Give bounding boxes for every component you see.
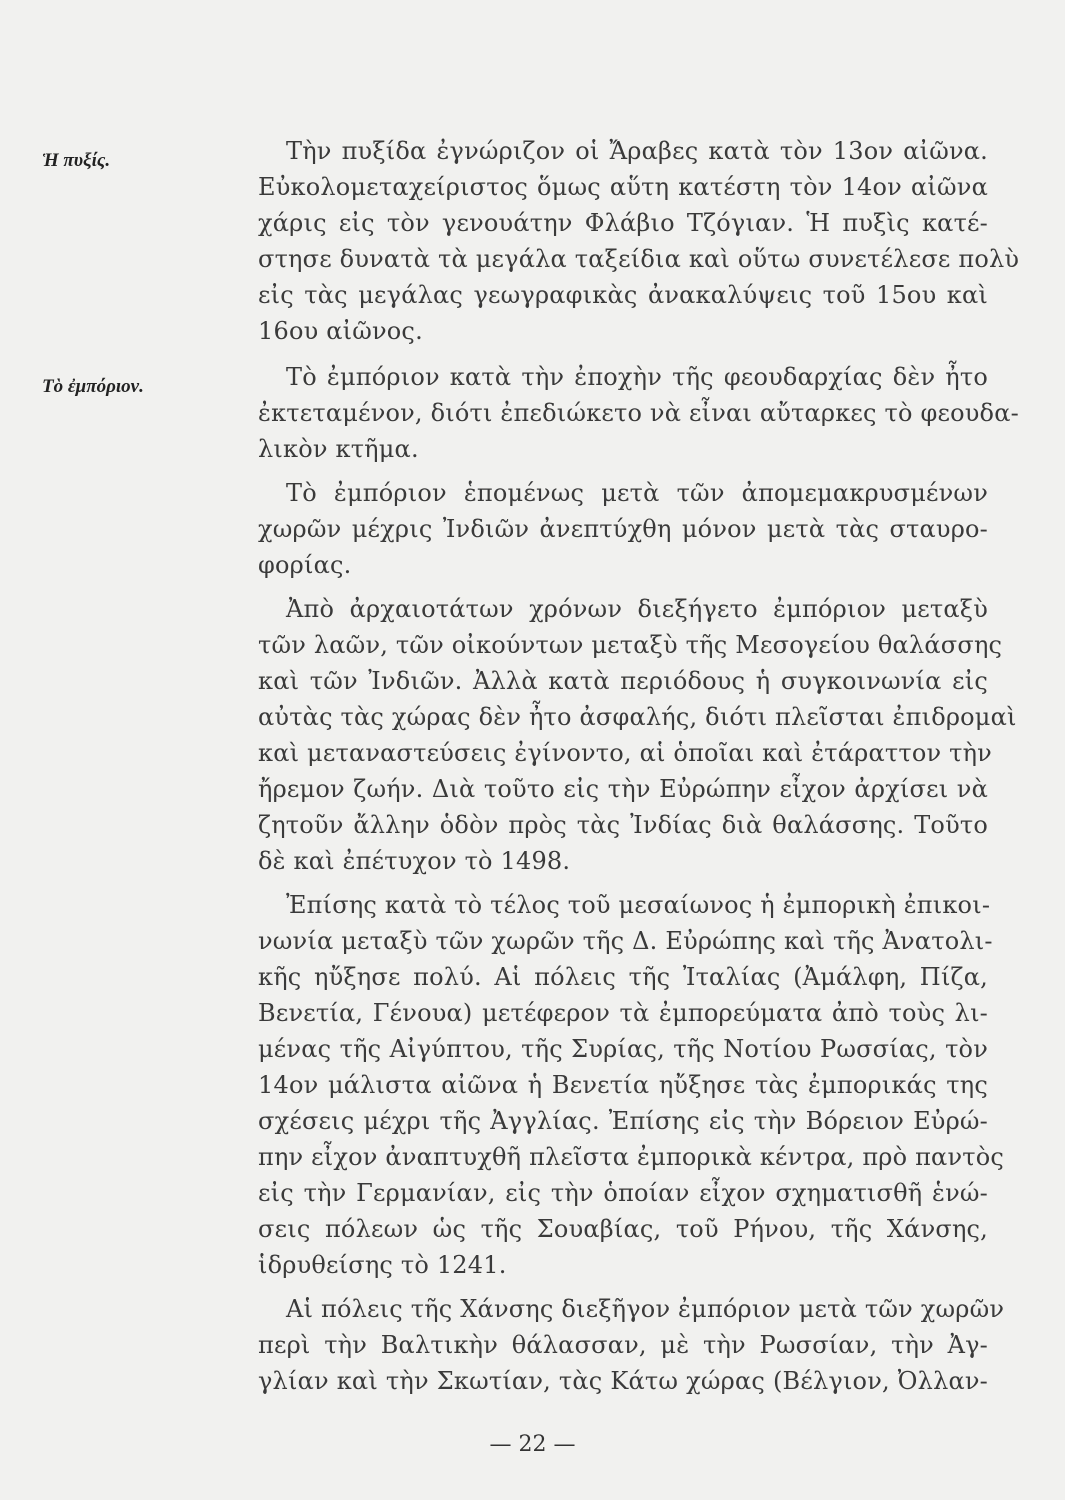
text-line: χωρῶν μέχρις Ἰνδιῶν ἀνεπτύχθη μόνον μετὰ τὰς σταυρο- <box>258 515 988 543</box>
text-line: Τὴν πυξίδα ἐγνώριζον οἱ Ἄραβες κατὰ τὸν 13ον αἰῶνα. <box>286 137 988 165</box>
text-line: Εὐκολομεταχείριστος ὅμως αὕτη κατέστη τὸν 14ον αἰῶνα <box>258 173 988 201</box>
text-line: γλίαν καὶ τὴν Σκωτίαν, τὰς Κάτω χώρας (Βέλγιον, Ὀλλαν- <box>258 1367 988 1395</box>
text-line: Τὸ ἐμπόριον κατὰ τὴν ἐποχὴν τῆς φεουδαρχίας δὲν ἦτο <box>286 363 988 391</box>
text-line: κῆς ηὔξησε πολύ. Αἱ πόλεις τῆς Ἰταλίας (Ἀμάλφη, Πίζα, <box>258 963 988 991</box>
text-line: 14ον μάλιστα αἰῶνα ἡ Βενετία ηὔξησε τὰς ἐμπορικάς της <box>258 1071 988 1099</box>
text-line: δὲ καὶ ἐπέτυχον τὸ 1498. <box>258 847 571 875</box>
text-line: νωνία μεταξὺ τῶν χωρῶν τῆς Δ. Εὐρώπης καὶ τῆς Ἀνατολι- <box>258 927 993 955</box>
margin-note-commerce: Τὸ ἐμπόριον. <box>42 376 144 397</box>
margin-note-compass: Ἡ πυξίς. <box>42 150 111 171</box>
text-line: χάρις εἰς τὸν γενουάτην Φλάβιο Τζόγιαν. Ἡ πυξὶς κατέ- <box>258 209 988 237</box>
text-line: Τὸ ἐμπόριον ἑπομένως μετὰ τῶν ἀπομεμακρυσμένων <box>286 479 988 507</box>
text-line: Αἱ πόλεις τῆς Χάνσης διεξῆγον ἐμπόριον μετὰ τῶν χωρῶν <box>286 1295 1005 1323</box>
text-line: αὐτὰς τὰς χώρας δὲν ἦτο ἀσφαλής, διότι πλεῖσται ἐπιδρομαὶ <box>258 703 1017 731</box>
text-line: καὶ μεταναστεύσεις ἐγίνοντο, αἱ ὁποῖαι καὶ ἐτάραττον τὴν <box>258 739 992 767</box>
text-line: σεις πόλεων ὡς τῆς Σουαβίας, τοῦ Ρήνου, τῆς Χάνσης, <box>258 1215 988 1243</box>
page-number: — 22 — <box>489 1432 576 1457</box>
text-line: στησε δυνατὰ τὰ μεγάλα ταξείδια καὶ οὕτω συνετέλεσε πολὺ <box>258 245 1020 273</box>
text-line: ἐκτεταμένον, διότι ἐπεδιώκετο νὰ εἶναι αὔταρκες τὸ φεουδα- <box>258 399 1019 427</box>
text-line: μένας τῆς Αἰγύπτου, τῆς Συρίας, τῆς Νοτίου Ρωσσίας, τὸν <box>258 1035 988 1063</box>
text-line: Ἐπίσης κατὰ τὸ τέλος τοῦ μεσαίωνος ἡ ἐμπορικὴ ἐπικοι- <box>286 891 991 919</box>
text-line: εἰς τὰς μεγάλας γεωγραφικὰς ἀνακαλύψεις τοῦ 15ου καὶ <box>258 281 988 309</box>
text-line: ἤρεμον ζωήν. Διὰ τοῦτο εἰς τὴν Εὐρώπην εἶχον ἀρχίσει νὰ <box>258 775 988 803</box>
text-line: τῶν λαῶν, τῶν οἰκούντων μεταξὺ τῆς Μεσογείου θαλάσσης <box>258 631 1003 659</box>
text-line: Βενετία, Γένουα) μετέφερον τὰ ἐμπορεύματα ἀπὸ τοὺς λι- <box>258 999 988 1027</box>
text-line: Ἀπὸ ἀρχαιοτάτων χρόνων διεξήγετο ἐμπόριον μεταξὺ <box>286 595 988 623</box>
text-line: ἱδρυθείσης τὸ 1241. <box>258 1251 507 1279</box>
text-line: πην εἶχον ἀναπτυχθῆ πλεῖστα ἐμπορικὰ κέντρα, πρὸ παντὸς <box>258 1143 1005 1171</box>
text-line: φορίας. <box>258 551 352 579</box>
text-line: καὶ τῶν Ἰνδιῶν. Ἀλλὰ κατὰ περιόδους ἡ συγκοινωνία εἰς <box>258 667 988 695</box>
text-line: εἰς τὴν Γερμανίαν, εἰς τὴν ὁποίαν εἶχον σχηματισθῆ ἑνώ- <box>258 1179 988 1207</box>
text-line: σχέσεις μέχρι τῆς Ἀγγλίας. Ἐπίσης εἰς τὴν Βόρειον Εὐρώ- <box>258 1107 988 1135</box>
text-line: περὶ τὴν Βαλτικὴν θάλασσαν, μὲ τὴν Ρωσσίαν, τὴν Ἀγ- <box>258 1331 988 1359</box>
text-line: λικὸν κτῆμα. <box>258 435 419 463</box>
text-line: ζητοῦν ἄλλην ὁδὸν πρὸς τὰς Ἰνδίας διὰ θαλάσσης. Τοῦτο <box>258 811 988 839</box>
text-line: 16ου αἰῶνος. <box>258 317 423 345</box>
